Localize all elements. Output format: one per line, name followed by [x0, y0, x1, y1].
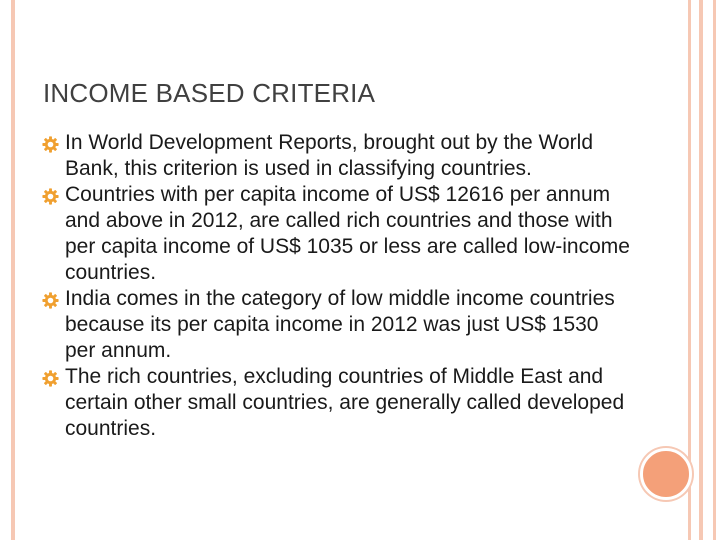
slide-title: INCOME BASED CRITERIA — [43, 78, 376, 108]
bullet-item — [42, 364, 632, 442]
gear-bullet-icon — [42, 368, 59, 385]
frame-right-line-outer — [713, 0, 716, 540]
bullet-text: India comes in the category of low middle income countries because its per capita income in 2012 was just US$ 1530 per annum. — [65, 287, 615, 362]
bullet-item — [42, 182, 632, 286]
bullet-list — [42, 130, 632, 442]
frame-right-line-middle — [699, 0, 703, 540]
bullet-item — [42, 130, 632, 182]
decorative-circle — [640, 448, 692, 500]
bullet-text: In World Development Reports, brought out by the World Bank, this criterion is used in classifying countries. — [65, 131, 593, 180]
bullet-item — [42, 286, 632, 364]
gear-bullet-icon — [42, 186, 59, 203]
bullet-text: The rich countries, excluding countries of Middle East and certain other small countries, are generally called developed countries. — [65, 365, 625, 440]
frame-left-line — [11, 0, 15, 540]
gear-bullet-icon — [42, 134, 59, 151]
frame-right-line-inner — [688, 0, 691, 540]
bullet-text: Countries with per capita income of US$ 12616 per annum and above in 2012, are called rich countries and those with per capita income of US$ 1035 or less are called low-income countries. — [65, 183, 630, 284]
gear-bullet-icon — [42, 290, 59, 307]
